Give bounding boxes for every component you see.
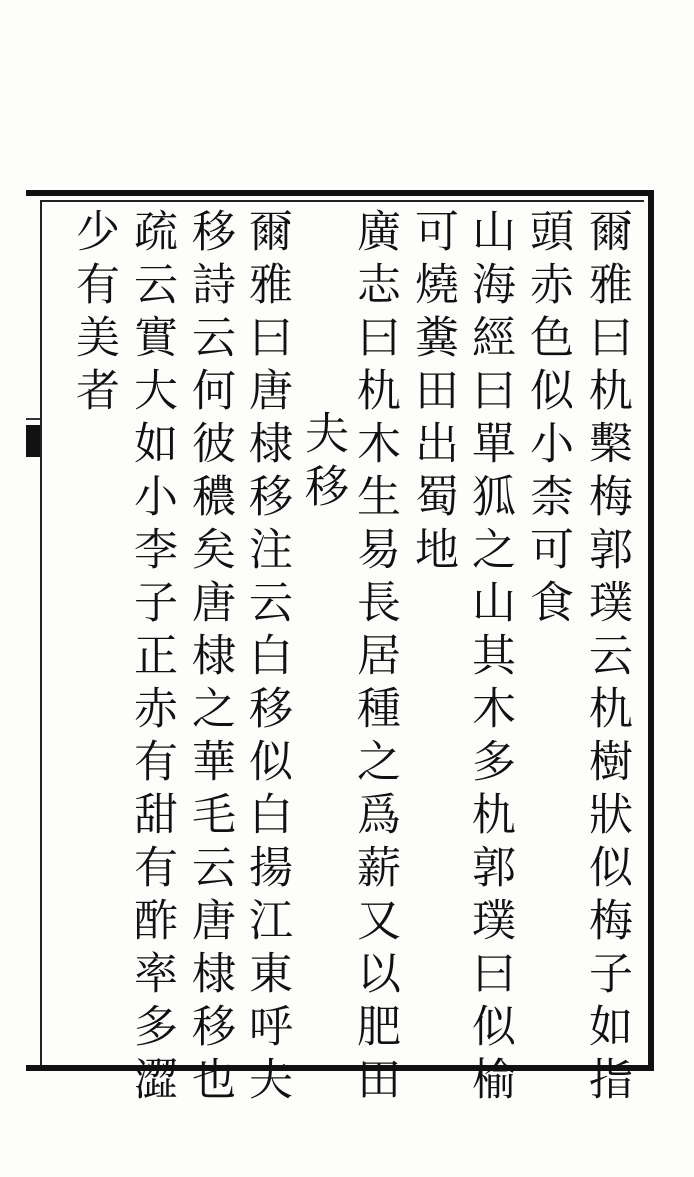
text-column-2: 頭赤色似小柰可食 (522, 208, 573, 632)
fishtail-line (26, 418, 40, 420)
frame-inner-top-line (40, 200, 644, 202)
text-column-4: 可燒糞田出蜀地 (407, 208, 458, 579)
section-heading-fuyi: 夫移 (297, 410, 348, 516)
text-column-5: 廣志曰朹木生易長居種之爲薪又以肥田 (349, 208, 400, 1109)
text-column-7: 爾雅曰唐棣移注云白移似白揚江東呼夫 (241, 208, 292, 1109)
text-column-1: 爾雅曰朹檕梅郭璞云朹樹狀似梅子如指 (581, 208, 632, 1109)
text-column-3: 山海經曰單狐之山其木多朹郭璞曰似榆 (464, 208, 515, 1109)
text-column-9: 疏云實大如小李子正赤有甜有酢率多澀 (126, 208, 177, 1109)
frame-top-border (26, 190, 654, 196)
text-column-10: 少有美者 (68, 208, 119, 420)
frame-inner-left-line (40, 200, 42, 1065)
frame-bottom-border (26, 1065, 654, 1071)
fishtail-block (26, 425, 40, 457)
frame-right-border (648, 190, 654, 1071)
text-column-8: 移詩云何彼穠矣唐棣之華毛云唐棣移也 (184, 208, 235, 1109)
